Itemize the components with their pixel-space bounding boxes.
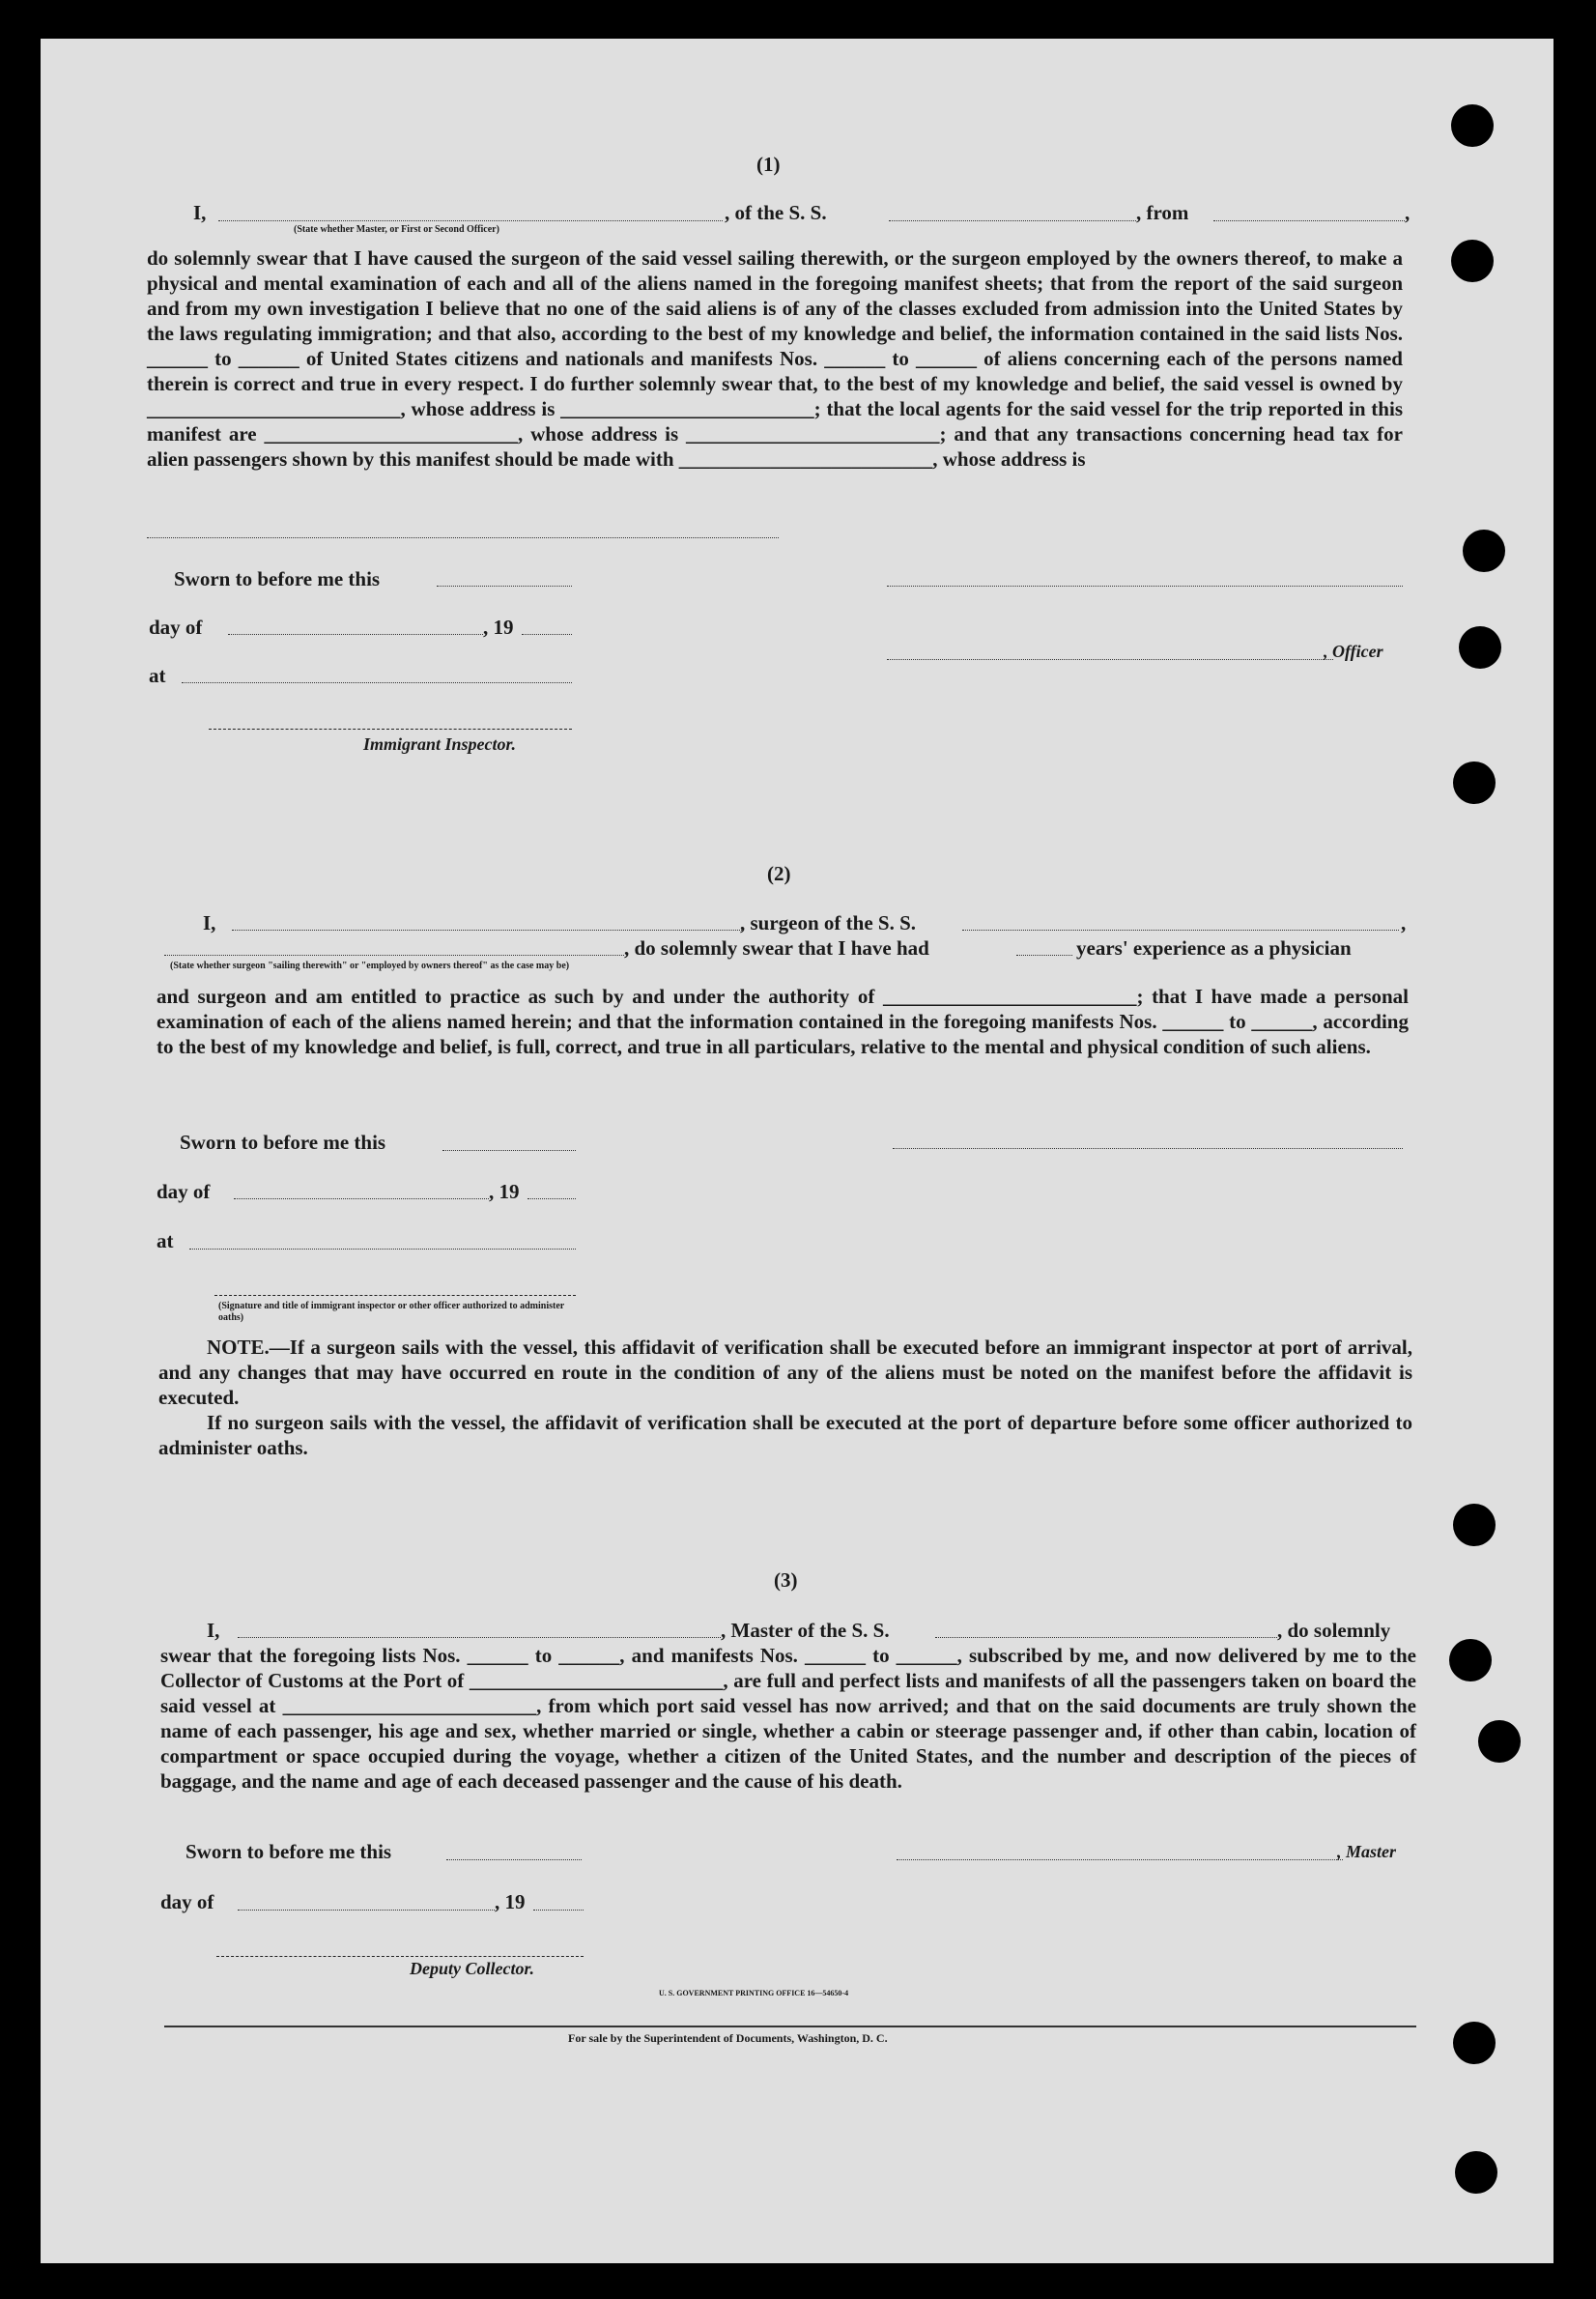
- master-signature-line[interactable]: [887, 586, 1403, 587]
- at-label: at: [157, 1229, 174, 1252]
- sworn-date-field[interactable]: [437, 586, 572, 587]
- deputy-title: Deputy Collector.: [410, 1959, 534, 1978]
- master-declaration-body: swear that the foregoing lists Nos. ______ to ______, and manifests Nos. ______ to ______, subscribed by me, and now delivered by me to the Collector of Customs at the Port of _________________________, are full and perfect lists and manifests of all the passengers taken on board the said vessel at _________________________, from which port said vessel has now arrived; and that on the said documents are truly shown the name of each passenger, his age and sex, whether married or single, whether a cabin or steerage passenger and, if other than cabin, location of compartment or space occupied during the voyage, whether a citizen of the United States, and the number and description of the pieces of baggage, and the name and age of each deceased passenger and the cause of his death.: [160, 1644, 1416, 1793]
- deputy-signature-line[interactable]: [216, 1956, 584, 1957]
- affiant-i: I,: [193, 201, 207, 224]
- punch-hole: [1453, 762, 1496, 804]
- section-number: (1): [756, 153, 781, 176]
- officer-signature-line[interactable]: [887, 659, 1333, 660]
- surgeon-of-ss-label: , surgeon of the S. S.: [740, 911, 917, 934]
- year-field[interactable]: [522, 634, 572, 635]
- sworn-label: Sworn to before me this: [174, 567, 381, 590]
- sworn-label: Sworn to before me this: [185, 1840, 392, 1863]
- for-sale-note: For sale by the Superintendent of Documents, Washington, D. C.: [568, 2031, 888, 2045]
- footer-rule: [164, 2026, 1416, 2027]
- punch-hole: [1451, 240, 1494, 282]
- note-paragraph: [158, 1335, 1412, 1410]
- surgeon-status-field[interactable]: [164, 955, 624, 956]
- place-field[interactable]: [182, 682, 572, 683]
- officer-name-field[interactable]: [218, 220, 723, 221]
- punch-hole: [1449, 1639, 1492, 1681]
- sworn-label: Sworn to before me this: [180, 1131, 386, 1154]
- master-name-field[interactable]: [238, 1637, 721, 1638]
- surgeon-name-field[interactable]: [232, 930, 742, 931]
- from-label: , from: [1136, 201, 1189, 224]
- punch-hole: [1453, 1504, 1496, 1546]
- sworn-date-field[interactable]: [442, 1150, 576, 1151]
- no-surgeon-paragraph: If no surgeon sails with the vessel, the affidavit of verification shall be executed at the port of departure before some officer authorized to administer oaths.: [158, 1411, 1412, 1459]
- master-title: , Master: [1337, 1842, 1397, 1861]
- of-ss-label: , of the S. S.: [725, 201, 827, 224]
- punch-hole: [1453, 2022, 1496, 2064]
- punch-hole: [1463, 530, 1505, 572]
- surgeon-oath-body: and surgeon and am entitled to practice as such by and under the authority of _________________________; that I have made a personal examination of each of the aliens named herein; and that the information contained in the foregoing manifests Nos. ______ to ______, according to the best of my knowledge and belief, is full, correct, and true in all particulars, relative to the mental and physical condition of such aliens.: [157, 985, 1409, 1058]
- surgeon-vessel-field[interactable]: [962, 930, 1399, 931]
- officer-title: , Officer: [1324, 642, 1383, 661]
- affiant-i: I,: [207, 1619, 220, 1642]
- year-field[interactable]: [527, 1198, 576, 1199]
- month-field[interactable]: [234, 1198, 489, 1199]
- gpo-imprint: U. S. GOVERNMENT PRINTING OFFICE 16—54650-4: [659, 1989, 849, 1997]
- surgeon-signature-line[interactable]: [893, 1148, 1403, 1149]
- surgeon-status-note: (State whether surgeon "sailing therewith" or "employed by owners thereof" as the case may be): [170, 961, 570, 971]
- departure-port-field[interactable]: [1213, 220, 1405, 221]
- punch-hole: [1451, 104, 1494, 147]
- officer-rank-note: (State whether Master, or First or Second Officer): [294, 224, 499, 235]
- year-label: , 19: [495, 1890, 526, 1913]
- month-field[interactable]: [228, 634, 483, 635]
- do-solemnly-label: , do solemnly: [1277, 1619, 1391, 1642]
- note-label: NOTE.: [207, 1336, 270, 1359]
- punch-hole: [1478, 1720, 1521, 1763]
- oath-officer-signature-line[interactable]: [214, 1295, 576, 1296]
- sworn-date-field[interactable]: [446, 1859, 582, 1860]
- affiant-i: I,: [203, 911, 216, 934]
- inspector-signature-line[interactable]: [209, 729, 572, 730]
- master-oath-body: do solemnly swear that I have caused the surgeon of the said vessel sailing therewith, or the surgeon employed by the owners thereof, to make a physical and mental examination of each and all of the aliens named in the foregoing manifest sheets; that from the report of the said surgeon and from my own investigation I believe that no one of the said aliens is of any of the classes excluded from admission into the United States by the laws regulating immigration; and that also, according to the best of my knowledge and belief, the information contained in the said lists Nos. ______ to ______ of United States citizens and nationals and manifests Nos. ______ to ______ of aliens concerning each of the persons named therein is correct and true in every respect. I do further solemnly swear that, to the best of my knowledge and belief, the said vessel is owned by _________________________, whose address is _________________________; that the local agents for the said vessel for the trip reported in this manifest are _________________________, whose address is _________________________; and that any transactions concerning head tax for alien passengers shown by this manifest should be made with _________________________, whose address is: [147, 246, 1403, 471]
- section-number: (2): [767, 862, 791, 885]
- vessel-name-field[interactable]: [889, 220, 1136, 221]
- note-text: —If a surgeon sails with the vessel, this affidavit of verification shall be executed before an immigrant inspector at port of arrival, and any changes that may have occurred en route in the condition of any of the aliens must be noted on the manifest before the affidavit is executed.: [158, 1336, 1412, 1409]
- year-label: , 19: [489, 1180, 520, 1203]
- inspector-title: Immigrant Inspector.: [363, 734, 517, 754]
- day-of-label: day of: [157, 1180, 211, 1203]
- master-final-signature-line[interactable]: [897, 1859, 1343, 1860]
- month-field[interactable]: [238, 1910, 495, 1911]
- line-end: ,: [1401, 911, 1407, 934]
- surgeon-swear-label: , do solemnly swear that I have had: [624, 936, 929, 960]
- years-label: years' experience as a physician: [1076, 936, 1352, 960]
- master-of-ss-label: , Master of the S. S.: [721, 1619, 890, 1642]
- years-experience-field[interactable]: [1016, 955, 1072, 956]
- year-label: , 19: [483, 616, 514, 639]
- address-continuation-field[interactable]: [147, 537, 779, 538]
- place-field[interactable]: [189, 1249, 576, 1250]
- line-end: ,: [1405, 201, 1411, 224]
- day-of-label: day of: [149, 616, 203, 639]
- master-vessel-field[interactable]: [935, 1637, 1277, 1638]
- punch-hole: [1459, 626, 1501, 669]
- section-number: (3): [774, 1568, 798, 1592]
- year-field[interactable]: [533, 1910, 584, 1911]
- at-label: at: [149, 664, 166, 687]
- oath-officer-note: (Signature and title of immigrant inspector or other officer authorized to administer oaths): [218, 1301, 565, 1323]
- punch-hole: [1455, 2151, 1497, 2194]
- day-of-label: day of: [160, 1890, 214, 1913]
